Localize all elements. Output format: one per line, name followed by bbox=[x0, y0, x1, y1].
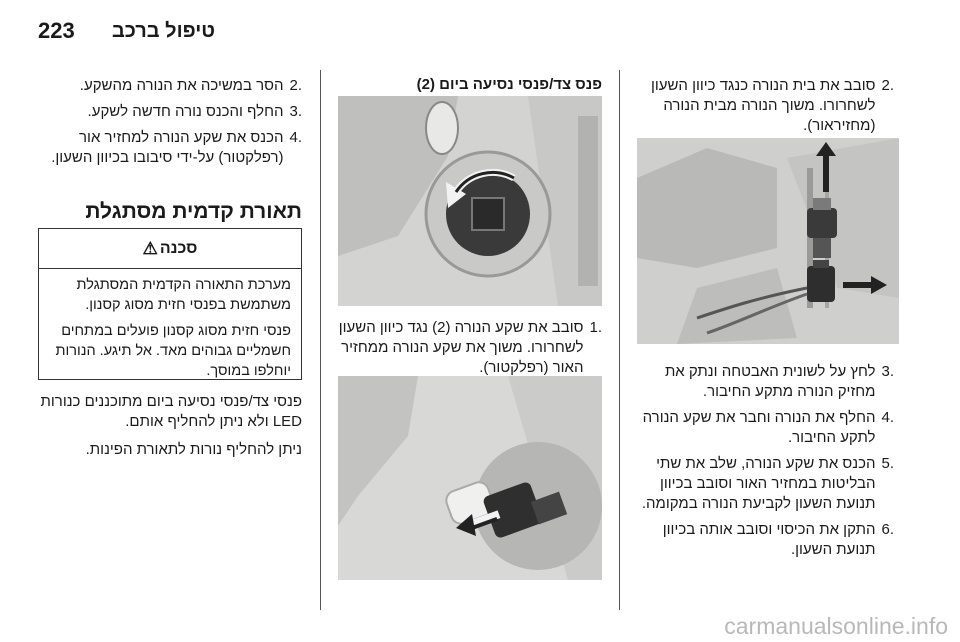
step-text: החלף את הנורה וחבר את שקע הנורה לתקע החיבור. bbox=[642, 409, 876, 446]
step-item bbox=[38, 128, 302, 168]
step-text: לחץ על לשונית האבטחה ונתק את מחזיק הנורה מתקע החיבור. bbox=[664, 363, 876, 400]
step-number: .2 bbox=[881, 77, 894, 94]
step-number: .3 bbox=[881, 363, 894, 380]
step-text: סובב את שקע הנורה (2) נגד כיוון השעון לשחרורו. משוך את שקע הנורה ממחזיר האור (רפלקטור). bbox=[338, 319, 584, 376]
column-divider-left bbox=[320, 70, 321, 610]
step-number: .1 bbox=[589, 319, 602, 336]
step-text: הכנס את שקע הנורה, שלב את שתי הבליטות במחזיר האור וסובב בכיוון תנועת השעון לקביעת הנורה במקומה. bbox=[641, 455, 876, 512]
warning-paragraph: פנסי חזית מסוג קסנון פועלים במתחים חשמליים גבוהים מאד. אל תיגע. הנורות יוחלפו במוסך. bbox=[55, 323, 291, 379]
step-item bbox=[38, 76, 302, 96]
note-paragraph: פנסי צד/פנסי נסיעה ביום מתוכננים כנורות LED ולא ניתן להחליף אותם. bbox=[40, 393, 302, 430]
step-number: .2 bbox=[289, 77, 302, 94]
warning-paragraph: מערכת התאורה הקדמית המסתגלת משתמשת בפנסי חזית מסוג קסנון. bbox=[76, 277, 291, 313]
step-item bbox=[632, 362, 894, 402]
bulb-removal-illustration bbox=[637, 138, 899, 344]
adaptive-headlight-heading: תאורת קדמית מסתגלת bbox=[85, 200, 302, 223]
section-title: טיפול ברכב bbox=[112, 20, 216, 42]
step-item bbox=[632, 76, 894, 136]
note-paragraph: ניתן להחליף נורות לתאורת הפינות. bbox=[85, 441, 302, 458]
step-text: התקן את הכיסוי וסובב אותה בכיוון תנועת השעון. bbox=[662, 521, 876, 558]
step-number: .3 bbox=[289, 103, 302, 120]
warning-label: סכנה bbox=[159, 239, 198, 257]
warning-triangle-icon: ⚠ bbox=[142, 238, 158, 258]
step-item bbox=[632, 454, 894, 514]
bulb-replacement-photo bbox=[338, 376, 602, 580]
page-header bbox=[0, 0, 960, 60]
step-number: .6 bbox=[881, 521, 894, 538]
socket-rotation-illustration bbox=[338, 96, 602, 306]
left-column-steps bbox=[38, 76, 302, 174]
side-light-socket-photo bbox=[338, 96, 602, 306]
warning-header bbox=[39, 229, 301, 269]
warning-body bbox=[39, 269, 301, 393]
right-column-step-2 bbox=[632, 76, 894, 142]
side-light-title: פנס צד/פנסי נסיעה ביום (2) bbox=[416, 76, 602, 93]
middle-column-step-1 bbox=[338, 318, 602, 384]
step-item bbox=[38, 102, 302, 122]
watermark-text: carmanualsonline.info bbox=[724, 613, 948, 639]
step-number: .5 bbox=[881, 455, 894, 472]
left-column-notes bbox=[38, 392, 302, 460]
step-text: החלף והכנס נורה חדשה לשקע. bbox=[87, 103, 284, 120]
step-number: .4 bbox=[881, 409, 894, 426]
column-divider-right bbox=[619, 70, 620, 610]
step-text: סובב את בית הנורה כנגד כיוון השעון לשחרורו. משוך הנורה מבית הנורה (מחזיראור). bbox=[650, 77, 876, 134]
step-item bbox=[632, 520, 894, 560]
page-number: 223 bbox=[38, 18, 75, 43]
headlamp-bulb-photo bbox=[637, 138, 899, 344]
step-item bbox=[338, 318, 602, 378]
step-text: הכנס את שקע הנורה למחזיר אור (רפלקטור) על-ידי סיבובו בכיוון השעון. bbox=[51, 129, 284, 166]
step-text: הסר במשיכה את הנורה מהשקע. bbox=[79, 77, 284, 94]
step-item bbox=[632, 408, 894, 448]
step-number: .4 bbox=[289, 129, 302, 146]
danger-warning-box bbox=[38, 228, 302, 380]
right-column-steps-3-6 bbox=[632, 362, 894, 566]
bulb-insert-illustration bbox=[338, 376, 602, 580]
